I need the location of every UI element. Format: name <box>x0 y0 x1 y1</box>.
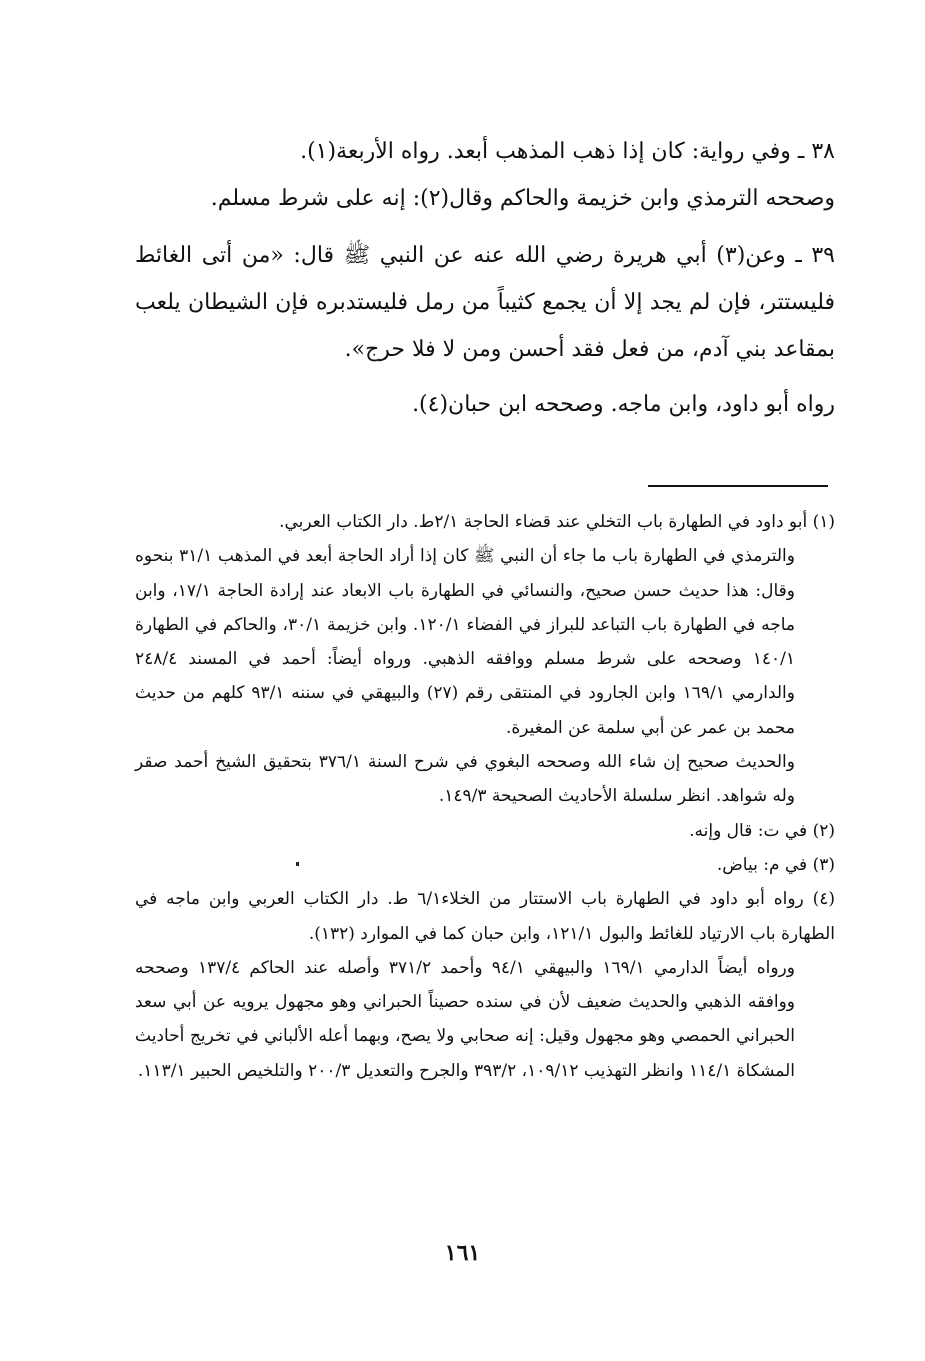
footnote-3: (٣) في م: بياض. <box>716 854 835 875</box>
page-number: ١٦١ <box>444 1240 481 1266</box>
footnote-4-first: (٤) رواه أبو داود في الطهارة باب الاستتار من الخلاء٦/١ ط. دار الكتاب العربي وابن ماجه في الطهارة باب الارتياد للغائط والبول ١٢١/١، وابن حبان كما في الموارد (١٣٢). <box>135 889 835 944</box>
ink-speck <box>296 862 299 866</box>
footnote-4-body: ورواه أيضاً الدارمي ١٦٩/١ والبيهقي ٩٤/١ وأحمد ٣٧١/٢ وأصله عند الحاكم ١٣٧/٤ وصححه ووافقه الذهبي والحديث ضعيف لأن في سنده حصيناً الحبراني وهو مجهول يرويه عن أبي سعد الحبراني الحمصي وهو مجهول وقيل: إنه صحابي ولا يصح، وبهما أعله الألباني في تخريج أحاديث المشكاة ١١٤/١ وانظر التهذيب ١٠٩/١٢، ٣٩٣/٢ والجرح والتعديل ٢٠٠/٣ والتلخيص الحبير ١١٣/١. <box>135 957 795 1081</box>
footnote-separator <box>648 485 828 487</box>
footnote-1-first-line: (١) أبو داود في الطهارة باب التخلي عند قضاء الحاجة ٢/١ط. دار الكتاب العربي. <box>279 512 835 532</box>
footnote-2: (٢) في ت: قال وإنه. <box>689 820 835 841</box>
footnote-1-conclusion: والحديث صحيح إن شاء الله وصححه البغوي في شرح السنة ٣٧٦/١ بتحقيق الشيخ أحمد صقر وله شواهد. انظر سلسلة الأحاديث الصحيحة ١٤٩/٣. <box>135 752 795 807</box>
hadith-39-narration: رواه أبو داود، وابن ماجه. وصححه ابن حبان(٤). <box>412 392 835 417</box>
footnotes <box>135 505 835 1088</box>
hadith-38: ٣٨ ـ وفي رواية: كان إذا ذهب المذهب أبعد. رواه الأربعة(١). <box>300 139 835 164</box>
hadith-38-grading: وصححه الترمذي وابن خزيمة والحاكم وقال(٢): إنه على شرط مسلم. <box>210 186 835 211</box>
hadith-39: ٣٩ ـ وعن(٣) أبي هريرة رضي الله عنه عن النبي ﷺ قال: «من أتى الغائط فليستتر، فإن لم يجد إلا أن يجمع كثيباً من رمل فليستدبره فإن الشيطان يلعب بمقاعد بني آدم، من فعل فقد أحسن ومن لا فلا حرج». <box>135 243 835 362</box>
footnote-1-body: والترمذي في الطهارة باب ما جاء أن النبي ﷺ كان إذا أراد الحاجة أبعد في المذهب ٣١/١ بنحوه وقال: هذا حديث حسن صحيح، والنسائي في الطهارة باب الابعاد عند إرادة الحاجة ١٧/١، وابن ماجه في الطهارة باب التباعد للبراز في الفضاء ١٢٠/١. وابن خزيمة ٣٠/١، والحاكم في الطهارة ١٤٠/١ وصححه على شرط مسلم ووافقه الذهبي. ورواه أيضاً: أحمد في المسند ٢٤٨/٤ والدارمي ١٦٩/١ وابن الجارود في المنتقى رقم (٢٧) والبيهقي في سننه ٩٣/١ كلهم من حديث محمد بن عمر عن أبي سلمة عن المغيرة. <box>135 546 796 738</box>
main-text <box>135 128 835 428</box>
